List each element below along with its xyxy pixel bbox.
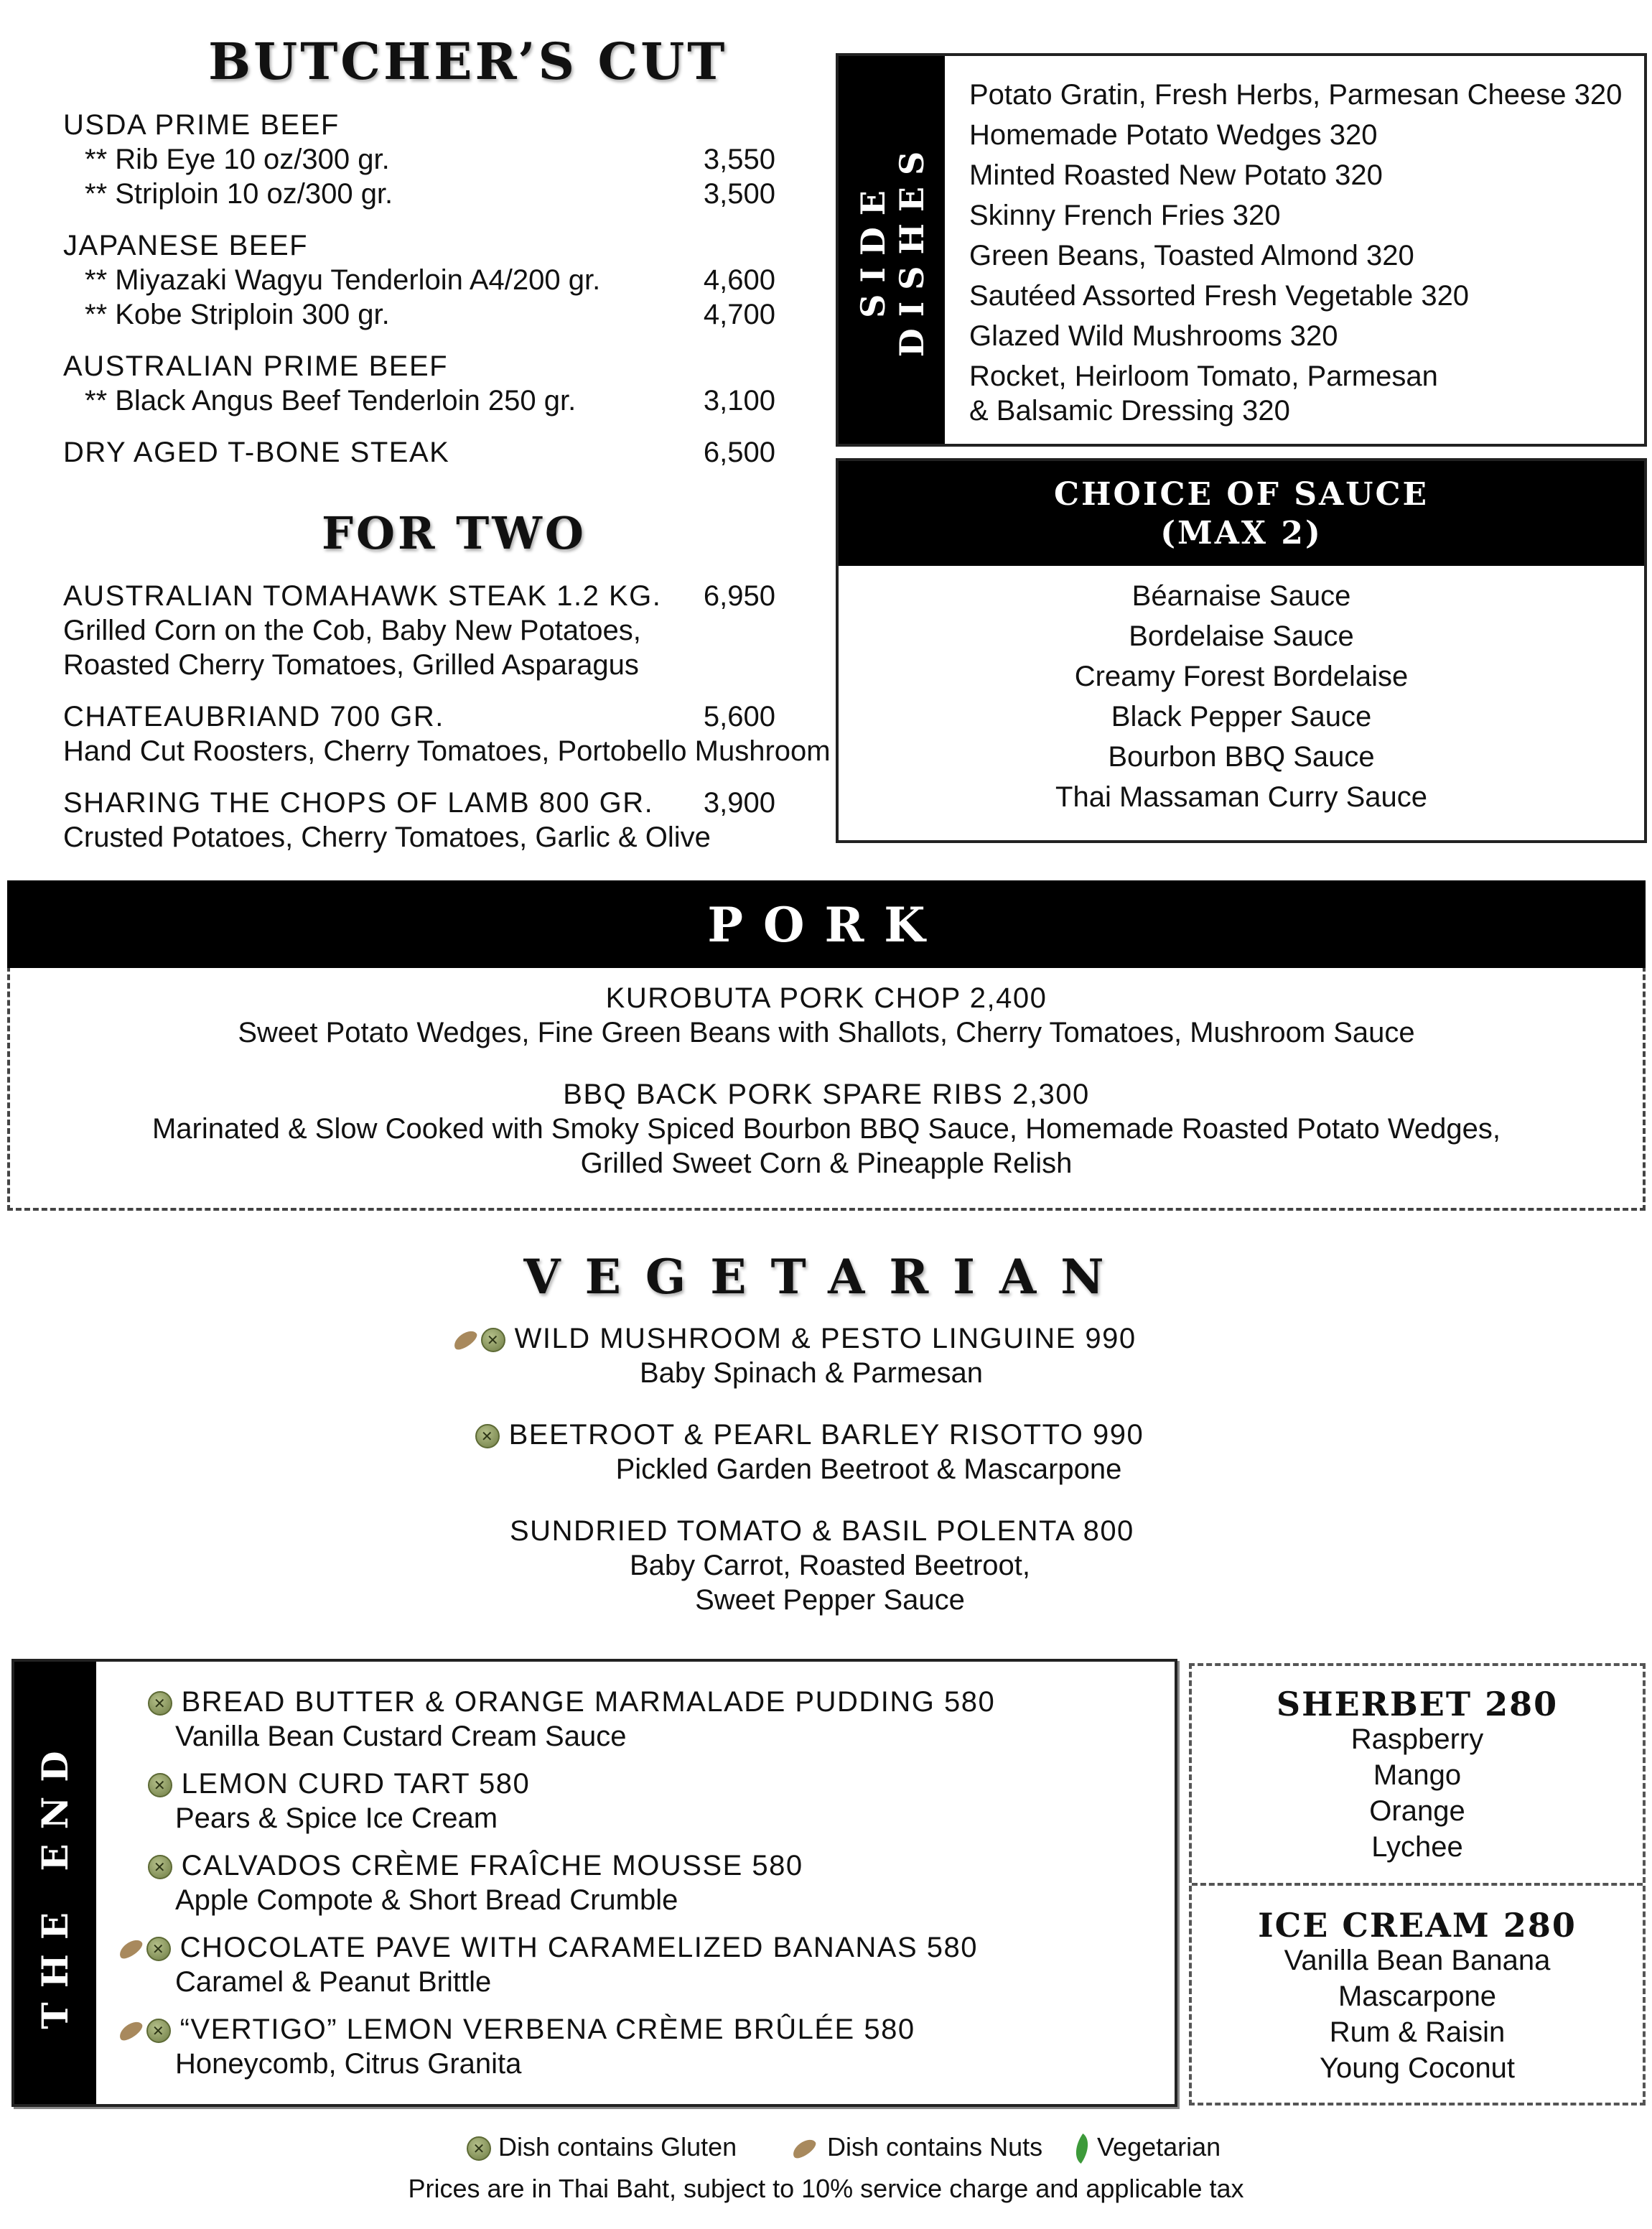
ice-cream-item: Rum & Raisin bbox=[1329, 2016, 1506, 2048]
dessert-item bbox=[118, 2012, 915, 2047]
sherbet-title: SHERBET 280 bbox=[1276, 1685, 1559, 1723]
rib-eye-price: 3,550 bbox=[703, 144, 775, 175]
legend-nuts bbox=[791, 2130, 1042, 2164]
sauce-item: Bourbon BBQ Sauce bbox=[1108, 741, 1375, 773]
striploin-item: ** Striploin 10 oz/300 gr. bbox=[85, 178, 393, 210]
sauce-subtitle: (MAX 2) bbox=[1160, 515, 1322, 552]
veg-item-2 bbox=[475, 1418, 1144, 1452]
footer-note: Prices are in Thai Baht, subject to 10% service charge and applicable tax bbox=[408, 2174, 1244, 2203]
side-dishes-box bbox=[836, 53, 1647, 447]
kurobuta-item: KUROBUTA PORK CHOP 2,400 bbox=[605, 982, 1047, 1014]
sherbet-item: Lychee bbox=[1371, 1831, 1463, 1863]
veg-item-1-desc: Baby Spinach & Parmesan bbox=[639, 1357, 984, 1389]
nuts-icon bbox=[116, 1937, 145, 1962]
dessert-name: “VERTIGO” LEMON VERBENA CRÈME BRÛLÉE 580 bbox=[179, 2014, 915, 2045]
veg-item-1 bbox=[452, 1321, 1137, 1356]
legend-gluten-label: Dish contains Gluten bbox=[498, 2132, 737, 2161]
side-item: Homemade Potato Wedges 320 bbox=[969, 119, 1378, 151]
dessert-desc: Vanilla Bean Custard Cream Sauce bbox=[175, 1721, 627, 1752]
sauce-item: Creamy Forest Bordelaise bbox=[1074, 661, 1409, 692]
legend-vegetarian-label: Vegetarian bbox=[1097, 2132, 1221, 2161]
ice-cream-title: ICE CREAM 280 bbox=[1258, 1906, 1577, 1945]
ice-cream-item: Vanilla Bean Banana bbox=[1284, 1945, 1551, 1976]
veg-item-1-name: WILD MUSHROOM & PESTO LINGUINE 990 bbox=[514, 1323, 1137, 1354]
kobe-striploin-price: 4,700 bbox=[703, 299, 775, 330]
tomahawk-desc-1: Grilled Corn on the Cob, Baby New Potatoes, bbox=[63, 615, 641, 646]
dry-aged-tbone-item: DRY AGED T-BONE STEAK bbox=[63, 437, 450, 468]
sherbet-divider bbox=[1192, 1883, 1643, 1886]
ice-cream-item: Mascarpone bbox=[1338, 1981, 1497, 2012]
sauce-title: CHOICE OF SAUCE bbox=[1053, 476, 1429, 513]
japanese-beef-label: JAPANESE BEEF bbox=[63, 230, 309, 261]
sauce-item: Béarnaise Sauce bbox=[1131, 580, 1351, 612]
gluten-icon bbox=[146, 1937, 171, 1961]
black-angus-item: ** Black Angus Beef Tenderloin 250 gr. bbox=[85, 385, 577, 417]
nuts-icon bbox=[116, 2019, 145, 2044]
rib-eye-item: ** Rib Eye 10 oz/300 gr. bbox=[85, 144, 390, 175]
veg-item-3-name: SUNDRIED TOMATO & BASIL POLENTA 800 bbox=[510, 1515, 1134, 1547]
gluten-icon bbox=[146, 2019, 171, 2043]
sherbet-icecream-box bbox=[1189, 1663, 1646, 2105]
dessert-name: LEMON CURD TART 580 bbox=[181, 1768, 531, 1800]
side-item: Sautéed Assorted Fresh Vegetable 320 bbox=[969, 280, 1470, 312]
legend-gluten bbox=[467, 2130, 737, 2164]
dessert-desc: Caramel & Peanut Brittle bbox=[175, 1966, 492, 1998]
veg-item-3-desc-1: Baby Carrot, Roasted Beetroot, bbox=[629, 1550, 1031, 1581]
dessert-item bbox=[148, 1848, 803, 1883]
vegetarian-heading: VEGETARIAN bbox=[523, 1249, 1129, 1305]
legend-nuts-label: Dish contains Nuts bbox=[827, 2132, 1043, 2161]
dessert-item bbox=[148, 1685, 995, 1719]
miyazaki-wagyu-item: ** Miyazaki Wagyu Tenderloin A4/200 gr. bbox=[85, 264, 601, 296]
chateaubriand-item: CHATEAUBRIAND 700 GR. bbox=[63, 701, 444, 732]
sherbet-item: Raspberry bbox=[1350, 1723, 1484, 1755]
sauce-item: Black Pepper Sauce bbox=[1111, 701, 1372, 732]
dessert-item bbox=[148, 1767, 530, 1801]
nuts-icon bbox=[451, 1328, 480, 1353]
black-angus-price: 3,100 bbox=[703, 385, 775, 417]
side-item: & Balsamic Dressing 320 bbox=[969, 395, 1290, 427]
striploin-price: 3,500 bbox=[703, 178, 775, 210]
gluten-icon bbox=[475, 1424, 500, 1448]
spare-ribs-desc-2: Grilled Sweet Corn & Pineapple Relish bbox=[580, 1148, 1073, 1179]
dessert-name: CALVADOS CRÈME FRAÎCHE MOUSSE 580 bbox=[181, 1850, 803, 1881]
side-item: Green Beans, Toasted Almond 320 bbox=[969, 240, 1414, 271]
spare-ribs-desc-1: Marinated & Slow Cooked with Smoky Spiced Bourbon BBQ Sauce, Homemade Roasted Potato Wedges, bbox=[151, 1113, 1501, 1145]
side-dishes-label-line1: SIDE bbox=[854, 179, 892, 318]
dessert-name: BREAD BUTTER & ORANGE MARMALADE PUDDING 580 bbox=[181, 1686, 996, 1718]
tomahawk-item: AUSTRALIAN TOMAHAWK STEAK 1.2 KG. bbox=[63, 580, 662, 612]
sherbet-item: Orange bbox=[1369, 1795, 1465, 1827]
butchers-cut-heading: BUTCHER’S CUT bbox=[208, 32, 728, 91]
veg-item-2-desc: Pickled Garden Beetroot & Mascarpone bbox=[615, 1453, 1122, 1485]
dry-aged-tbone-price: 6,500 bbox=[703, 437, 775, 468]
lamb-chops-desc: Crusted Potatoes, Cherry Tomatoes, Garlic & Olive bbox=[63, 822, 711, 853]
tomahawk-price: 6,950 bbox=[703, 580, 775, 612]
sauce-item: Bordelaise Sauce bbox=[1129, 620, 1354, 652]
veg-item-3-desc-2: Sweet Pepper Sauce bbox=[695, 1584, 965, 1616]
gluten-icon bbox=[481, 1328, 505, 1352]
tomahawk-desc-2: Roasted Cherry Tomatoes, Grilled Asparagus bbox=[63, 649, 639, 681]
gluten-icon bbox=[148, 1691, 172, 1716]
side-dishes-label-line2: DISHES bbox=[892, 139, 931, 358]
dessert-desc: Apple Compote & Short Bread Crumble bbox=[175, 1884, 678, 1916]
usda-prime-beef-label: USDA PRIME BEEF bbox=[63, 109, 340, 141]
pork-header-band bbox=[7, 880, 1646, 968]
the-end-label: THE END bbox=[34, 1736, 76, 2029]
ice-cream-item: Young Coconut bbox=[1319, 2052, 1516, 2084]
dessert-desc: Pears & Spice Ice Cream bbox=[175, 1802, 498, 1834]
australian-prime-beef-label: AUSTRALIAN PRIME BEEF bbox=[63, 350, 449, 382]
side-item: Potato Gratin, Fresh Herbs, Parmesan Cheese 320 bbox=[969, 79, 1623, 111]
sauce-box bbox=[836, 458, 1647, 843]
lamb-chops-price: 3,900 bbox=[703, 787, 775, 819]
pork-box bbox=[7, 880, 1646, 1211]
sherbet-item: Mango bbox=[1373, 1759, 1462, 1791]
veg-item-2-name: BEETROOT & PEARL BARLEY RISOTTO 990 bbox=[508, 1419, 1144, 1451]
side-item: Glazed Wild Mushrooms 320 bbox=[969, 320, 1338, 352]
pork-title: PORK bbox=[707, 897, 946, 953]
dessert-desc: Honeycomb, Citrus Granita bbox=[175, 2048, 522, 2080]
gluten-icon bbox=[148, 1855, 172, 1879]
chateaubriand-price: 5,600 bbox=[703, 701, 775, 732]
dessert-name: CHOCOLATE PAVE WITH CARAMELIZED BANANAS 580 bbox=[179, 1932, 979, 1963]
sauce-header-band bbox=[839, 461, 1644, 566]
the-end-box bbox=[11, 1659, 1177, 2107]
dessert-item bbox=[118, 1930, 978, 1965]
gluten-icon bbox=[148, 1773, 172, 1797]
side-item: Skinny French Fries 320 bbox=[969, 200, 1281, 231]
leaf-icon bbox=[1068, 2133, 1096, 2164]
sauce-item: Thai Massaman Curry Sauce bbox=[1055, 781, 1427, 813]
legend-vegetarian bbox=[1074, 2130, 1221, 2164]
side-dishes-label-band bbox=[839, 56, 945, 444]
miyazaki-wagyu-price: 4,600 bbox=[703, 264, 775, 296]
the-end-label-band bbox=[14, 1662, 96, 2104]
gluten-icon bbox=[467, 2136, 491, 2161]
side-item: Rocket, Heirloom Tomato, Parmesan bbox=[969, 360, 1438, 392]
for-two-heading: FOR TWO bbox=[322, 507, 587, 559]
spare-ribs-item: BBQ BACK PORK SPARE RIBS 2,300 bbox=[563, 1079, 1090, 1110]
kurobuta-desc: Sweet Potato Wedges, Fine Green Beans with Shallots, Cherry Tomatoes, Mushroom Sauce bbox=[238, 1017, 1415, 1048]
chateaubriand-desc: Hand Cut Roosters, Cherry Tomatoes, Portobello Mushroom bbox=[63, 735, 831, 767]
lamb-chops-item: SHARING THE CHOPS OF LAMB 800 GR. bbox=[63, 787, 654, 819]
nuts-icon bbox=[790, 2136, 818, 2161]
kobe-striploin-item: ** Kobe Striploin 300 gr. bbox=[85, 299, 390, 330]
side-item: Minted Roasted New Potato 320 bbox=[969, 159, 1383, 191]
